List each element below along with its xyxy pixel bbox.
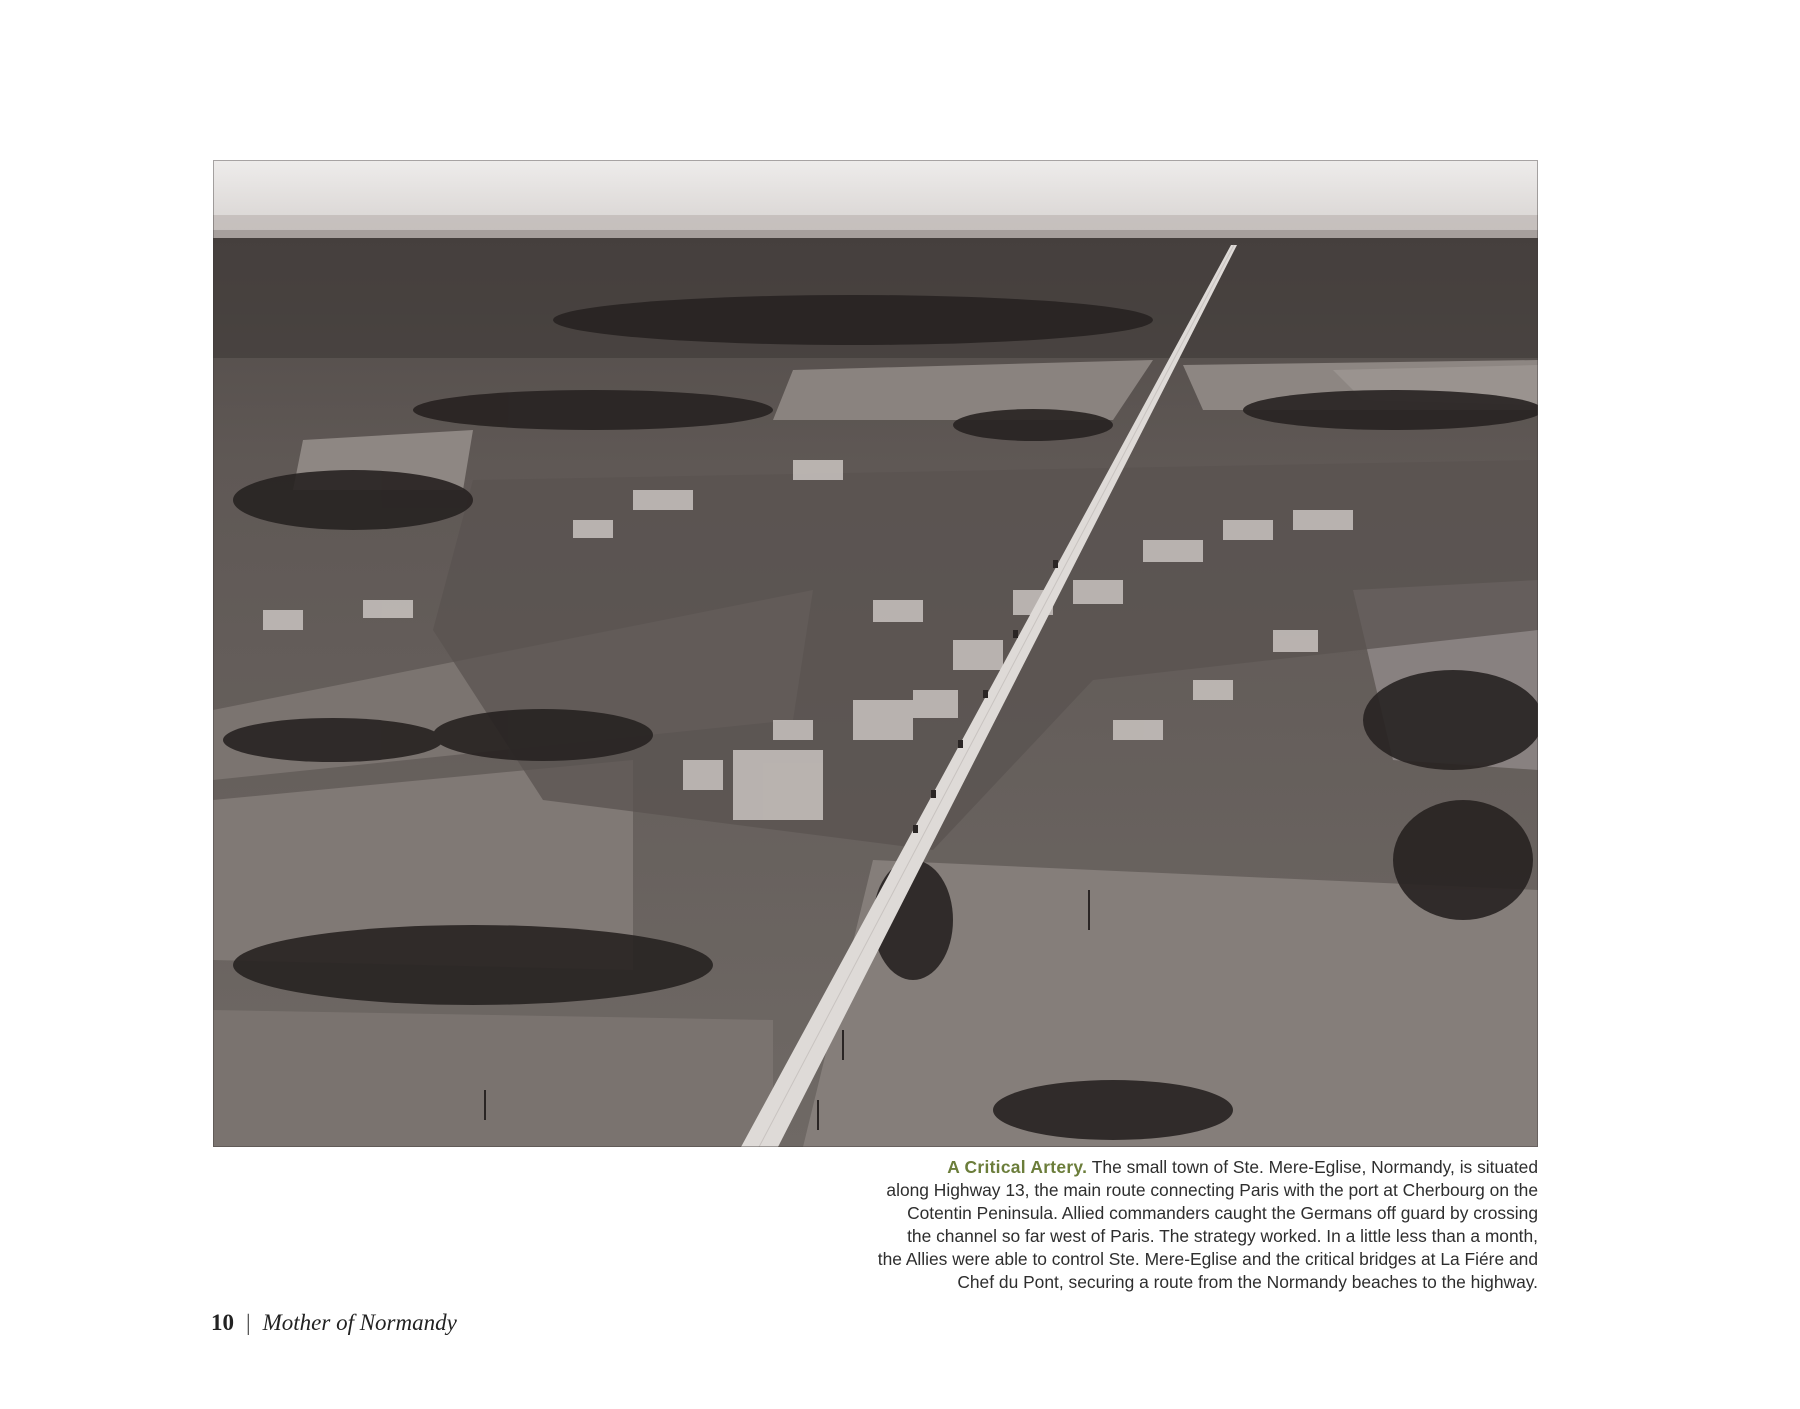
caption-line: along Highway 13, the main route connecting Paris with the port at Cherbourg on the <box>886 1180 1538 1200</box>
folio-separator: | <box>246 1310 251 1335</box>
caption-line: The small town of Ste. Mere-Eglise, Normandy, is situated <box>1091 1157 1538 1177</box>
aerial-photograph <box>213 160 1538 1147</box>
photo-caption <box>800 1156 1538 1294</box>
caption-line: Chef du Pont, securing a route from the Normandy beaches to the highway. <box>957 1272 1538 1292</box>
running-book-title: Mother of Normandy <box>262 1310 457 1335</box>
page-folio <box>211 1310 457 1336</box>
aerial-photo-illustration <box>213 160 1538 1147</box>
page-number: 10 <box>211 1310 234 1335</box>
caption-line: the Allies were able to control Ste. Mere-Eglise and the critical bridges at La Fiére and <box>877 1249 1538 1269</box>
caption-lead: A Critical Artery. <box>947 1157 1088 1177</box>
caption-line: the channel so far west of Paris. The strategy worked. In a little less than a month, <box>907 1226 1538 1246</box>
caption-line: Cotentin Peninsula. Allied commanders caught the Germans off guard by crossing <box>907 1203 1538 1223</box>
